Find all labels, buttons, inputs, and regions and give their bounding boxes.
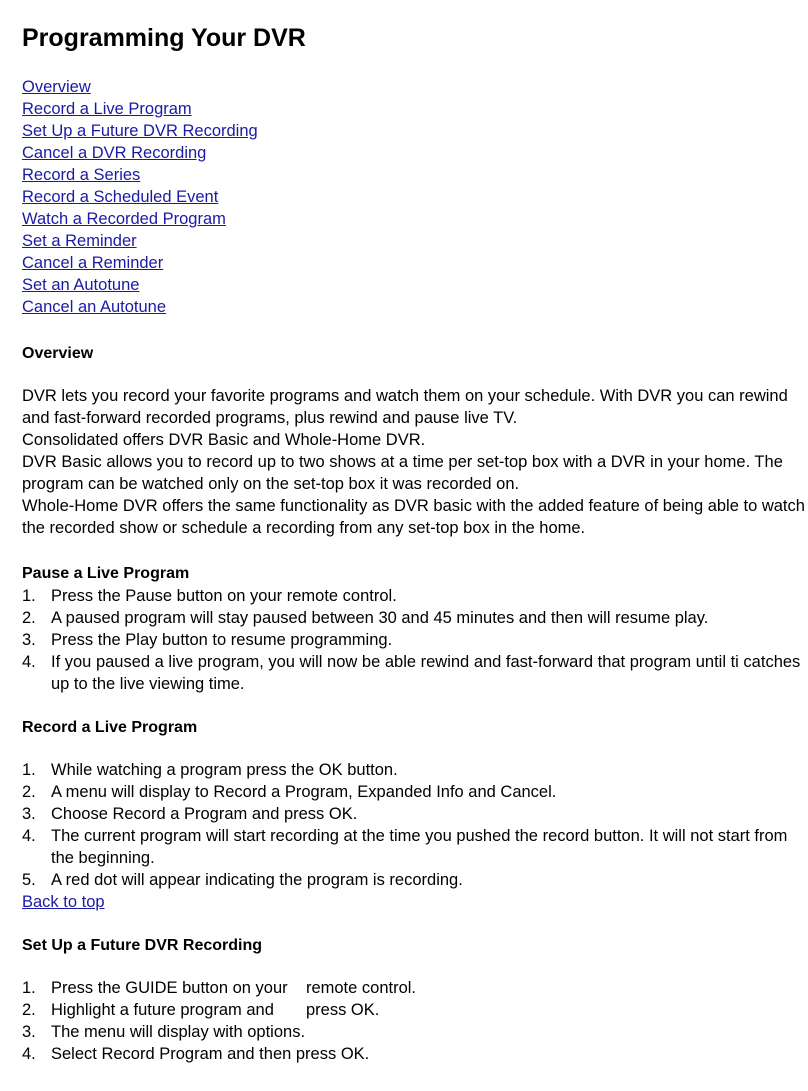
toc-item	[22, 230, 258, 252]
toc-link-cancel-recording[interactable]: Cancel a DVR Recording	[22, 144, 207, 162]
record-live-heading: Record a Live Program	[22, 719, 198, 736]
step-text: While watching a program press the OK button.	[51, 761, 398, 779]
step-number: 4.	[22, 1045, 36, 1063]
toc-item	[22, 208, 258, 230]
toc-link-watch-recorded[interactable]: Watch a Recorded Program	[22, 210, 226, 228]
step-text: A red dot will appear indicating the program is recording.	[51, 871, 463, 889]
toc-item	[22, 120, 258, 142]
step-number: 4.	[22, 827, 36, 845]
step-number: 4.	[22, 653, 36, 671]
toc-link-record-scheduled-event[interactable]: Record a Scheduled Event	[22, 188, 219, 206]
overview-paragraph: Whole-Home DVR offers the same functionality as DVR basic with the added feature of being able to watch the recorded show or schedule a recording from any set-top box in the home.	[22, 497, 805, 537]
toc-link-record-live-program[interactable]: Record a Live Program	[22, 100, 192, 118]
step-text: Choose Record a Program and press OK.	[51, 805, 358, 823]
toc-link-cancel-autotune[interactable]: Cancel an Autotune	[22, 298, 167, 316]
step-number: 5.	[22, 871, 36, 889]
step-number: 1.	[22, 979, 36, 997]
step-number: 3.	[22, 805, 36, 823]
list-item	[22, 585, 808, 607]
step-text: Select Record Program and then press OK.	[51, 1045, 370, 1063]
toc-item	[22, 164, 258, 186]
step-number: 2.	[22, 783, 36, 801]
overview-paragraph: Consolidated offers DVR Basic and Whole-Home DVR.	[22, 431, 426, 449]
table-of-contents	[22, 76, 258, 318]
step-text: Press the GUIDE button on your remote control.	[51, 979, 416, 997]
step-text: A menu will display to Record a Program, Expanded Info and Cancel.	[51, 783, 557, 801]
overview-paragraph: DVR lets you record your favorite programs and watch them on your schedule. With DVR you can rewind and fast-forward recorded programs, plus rewind and pause live TV.	[22, 387, 788, 427]
step-text: The current program will start recording at the time you pushed the record button. It will not start from the beginning.	[51, 827, 806, 867]
step-text: The menu will display with options.	[51, 1023, 306, 1041]
list-item	[22, 759, 808, 781]
toc-item	[22, 296, 258, 318]
toc-item	[22, 76, 258, 98]
step-text: A paused program will stay paused between 30 and 45 minutes and then will resume play.	[51, 609, 709, 627]
list-item	[22, 607, 808, 629]
record-live-steps	[22, 759, 808, 891]
toc-item	[22, 274, 258, 296]
toc-item	[22, 142, 258, 164]
pause-heading: Pause a Live Program	[22, 565, 190, 582]
toc-link-cancel-reminder[interactable]: Cancel a Reminder	[22, 254, 164, 272]
toc-link-set-autotune[interactable]: Set an Autotune	[22, 276, 140, 294]
toc-link-future-recording[interactable]: Set Up a Future DVR Recording	[22, 122, 258, 140]
overview-heading: Overview	[22, 345, 94, 362]
list-item	[22, 1043, 808, 1065]
toc-item	[22, 252, 258, 274]
overview-body	[22, 385, 808, 539]
list-item	[22, 803, 808, 825]
list-item	[22, 999, 808, 1021]
list-item	[22, 781, 808, 803]
step-number: 1.	[22, 587, 36, 605]
list-item	[22, 869, 808, 891]
future-recording-steps	[22, 977, 808, 1065]
toc-link-set-reminder[interactable]: Set a Reminder	[22, 232, 137, 250]
back-to-top-link[interactable]: Back to top	[22, 893, 105, 911]
list-item	[22, 1021, 808, 1043]
step-text: Highlight a future program and press OK.	[51, 1001, 380, 1019]
step-text: Press the Pause button on your remote control.	[51, 587, 397, 605]
future-recording-heading: Set Up a Future DVR Recording	[22, 937, 263, 954]
list-item	[22, 651, 808, 695]
step-number: 3.	[22, 631, 36, 649]
list-item	[22, 977, 808, 999]
page-title: Programming Your DVR	[22, 24, 306, 52]
toc-item	[22, 98, 258, 120]
step-number: 1.	[22, 761, 36, 779]
step-text: If you paused a live program, you will now be able rewind and fast-forward that program until ti catches up to the live viewing time.	[51, 653, 801, 693]
toc-link-overview[interactable]: Overview	[22, 78, 91, 96]
toc-item	[22, 186, 258, 208]
overview-paragraph: DVR Basic allows you to record up to two shows at a time per set-top box with a DVR in your home. The program can be watched only on the set-top box it was recorded on.	[22, 453, 783, 493]
list-item	[22, 825, 808, 869]
list-item	[22, 629, 808, 651]
toc-link-record-series[interactable]: Record a Series	[22, 166, 141, 184]
step-number: 3.	[22, 1023, 36, 1041]
pause-steps	[22, 585, 808, 695]
step-number: 2.	[22, 1001, 36, 1019]
step-text: Press the Play button to resume programming.	[51, 631, 393, 649]
step-number: 2.	[22, 609, 36, 627]
